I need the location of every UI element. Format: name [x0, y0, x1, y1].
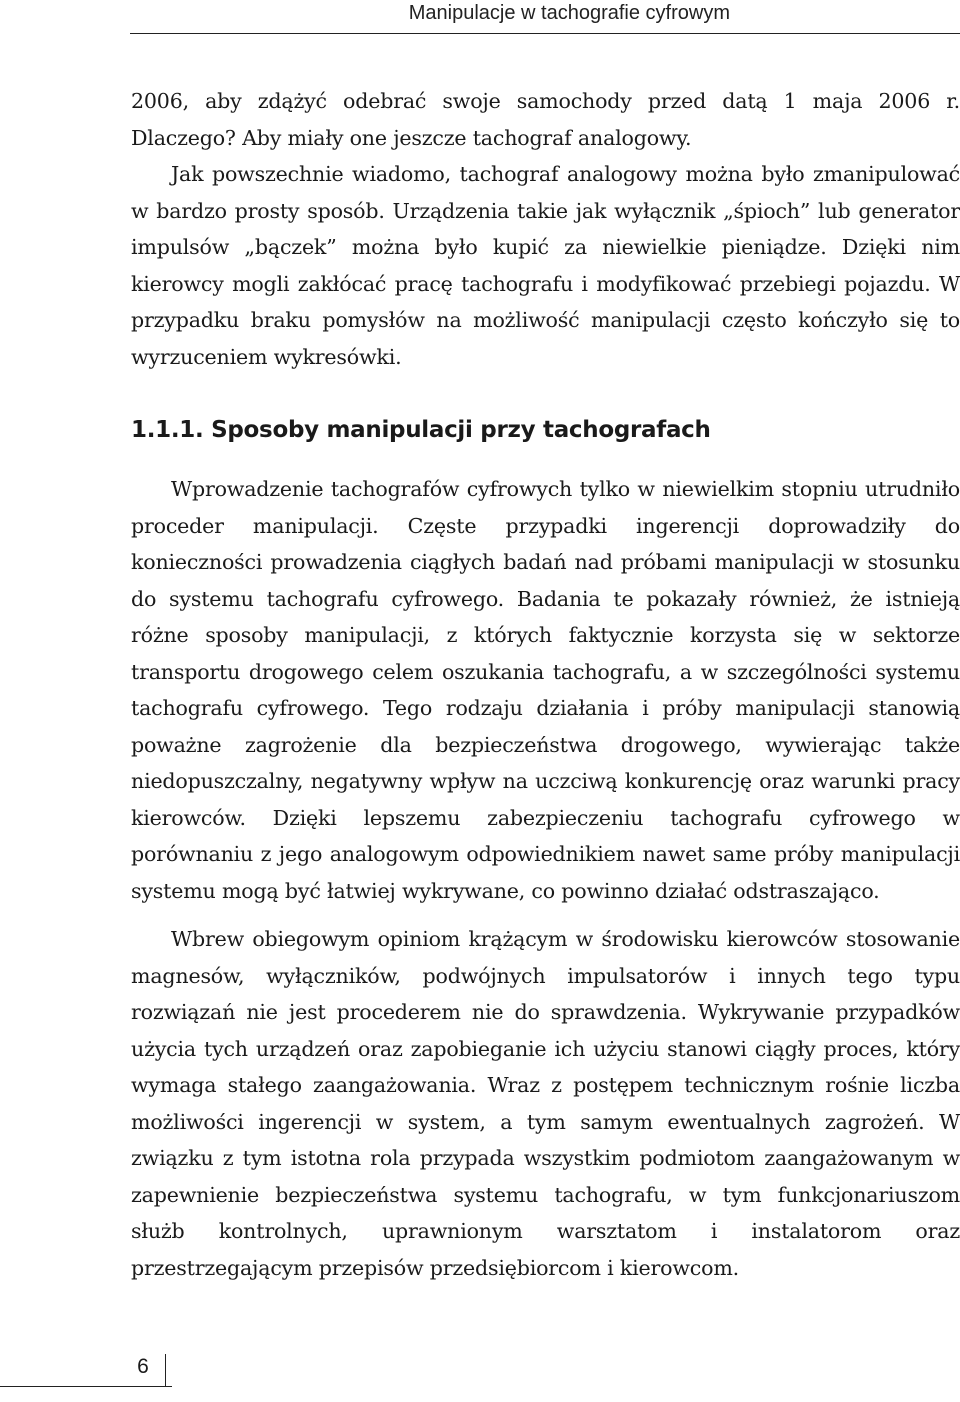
detection-paragraph: Wbrew obiegowym opiniom krążącym w środowisku kierowców stosowanie magnesów, wyłączników, podwójnych impulsatorów i innych tego typu rozwiązań nie jest procederem nie do sprawdzenia. Wykrywanie przypadków użycia tych urządzeń oraz zapobieganie ich użyciu stanowi ciągły proces, który wymaga stałego zaangażowania. Wraz z postępem technicznym rośnie liczba możliwości ingerencji w system, a tym samym ewentualnych zagrożeń. W związku z tym istotna rola przypada wszystkim podmiotom zaangażowanym w zapewnienie bezpieczeństwa systemu tachografu, w tym funkcjonariuszom służb kontrolnych, uprawnionym warsztatom i instalatorom oraz przestrzegającym przepisów przedsiębiorcom i kierowcom. — [131, 927, 960, 1280]
footer-rule-vertical — [165, 1354, 166, 1386]
footer-rule — [0, 1386, 172, 1387]
page-content — [131, 83, 960, 1286]
section-heading: 1.1.1. Sposoby manipulacji przy tachografach — [131, 417, 711, 443]
intro-paragraph: 2006, aby zdążyć odebrać swoje samochody przed datą 1 maja 2006 r. Dlaczego? Aby miały one jeszcze tachograf analogowy. — [131, 89, 960, 150]
page-footer — [0, 1352, 175, 1402]
page-number: 6 — [137, 1355, 149, 1378]
running-header: Manipulacje w tachografie cyfrowym — [408, 2, 730, 24]
header-rule — [130, 33, 960, 34]
digital-tachograph-paragraph: Wprowadzenie tachografów cyfrowych tylko w niewielkim stopniu utrudniło proceder manipulacji. Częste przypadki ingerencji doprowadziły do konieczności prowadzenia ciągłych badań nad próbami manipulacji w stosunku do systemu tachografu cyfrowego. Badania te pokazały również, że istnieją różne sposoby manipulacji, z których faktycznie korzysta się w sektorze transportu drogowego celem oszukania tachografu, a w szczególności systemu tachografu cyfrowego. Tego rodzaju działania i próby manipulacji stanowią poważne zagrożenie dla bezpieczeństwa drogowego, wywierając także niedopuszczalny, negatywny wpływ na uczciwą konkurencję oraz warunki pracy kierowców. Dzięki lepszemu zabezpieczeniu tachografu cyfrowego w porównaniu z jego analogowym odpowiednikiem nawet same próby manipulacji systemu mogą być łatwiej wykrywane, co powinno działać odstraszająco. — [131, 477, 960, 903]
manipulation-history-paragraph: Jak powszechnie wiadomo, tachograf analogowy można było zmanipulować w bardzo prosty sposób. Urządzenia takie jak wyłącznik „śpioch” lub generator impulsów „bączek” można było kupić za niewielkie pieniądze. Dzięki nim kierowcy mogli zakłócać pracę tachografu i modyfikować przebiegi pojazdu. W przypadku braku pomysłów na możliwość manipulacji często kończyło się to wyrzuceniem wykresówki. — [131, 162, 960, 369]
